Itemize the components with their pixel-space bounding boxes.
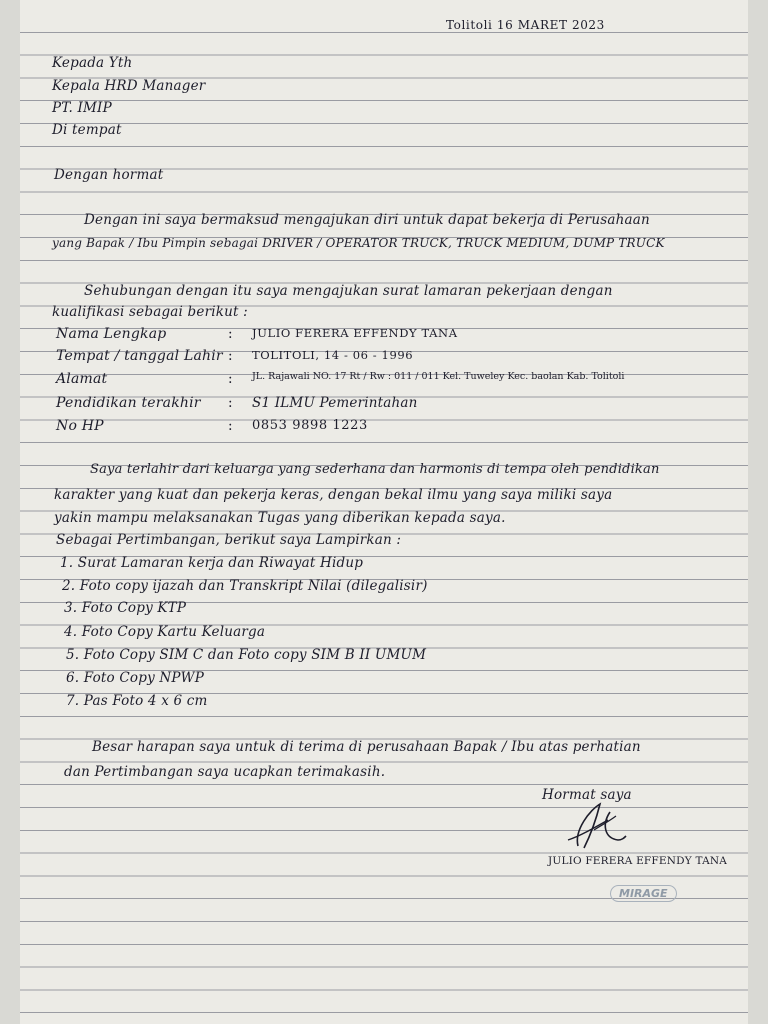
intro-line: Dengan ini saya bermaksud mengajukan diri untuk dapat bekerja di Perusahaan: [84, 212, 650, 228]
attachment-item: 6. Foto Copy NPWP: [66, 670, 205, 686]
recipient-line: PT. IMIP: [52, 100, 112, 116]
attachment-item: 1. Surat Lamaran kerja dan Riwayat Hidup: [60, 555, 364, 571]
salutation: Dengan hormat: [54, 167, 164, 183]
place-date: Tolitoli 16 MARET 2023: [446, 18, 605, 32]
field-colon: :: [228, 326, 233, 342]
field-label: Nama Lengkap: [56, 326, 167, 342]
field-colon: :: [228, 418, 233, 434]
field-colon: :: [228, 371, 233, 387]
signature-image: [560, 800, 640, 852]
attachment-item: 2. Foto copy ijazah dan Transkript Nilai (dilegalisir): [62, 578, 428, 594]
letter-sheet: [20, 0, 748, 1024]
body-line: Saya terlahir dari keluarga yang sederhana dan harmonis di tempa oleh pendidikan: [90, 462, 660, 477]
intro-line: yang Bapak / Ibu Pimpin sebagai DRIVER / OPERATOR TRUCK, TRUCK MEDIUM, DUMP TRUCK: [52, 236, 665, 250]
field-label: Alamat: [56, 371, 108, 387]
body-line: karakter yang kuat dan pekerja keras, dengan bekal ilmu yang saya miliki saya: [54, 487, 613, 503]
sign-off: Hormat saya: [542, 787, 632, 803]
attachment-item: 7. Pas Foto 4 x 6 cm: [66, 693, 208, 709]
field-value: JULIO FERERA EFFENDY TANA: [252, 326, 458, 340]
field-label: No HP: [56, 418, 104, 434]
closing-line: Besar harapan saya untuk di terima di perusahaan Bapak / Ibu atas perhatian: [92, 739, 641, 755]
recipient-line: Kepada Yth: [52, 55, 133, 71]
body-line: yakin mampu melaksanakan Tugas yang diberikan kepada saya.: [54, 510, 506, 526]
watermark-logo: MIRAGE: [610, 885, 677, 902]
attachment-item: 5. Foto Copy SIM C dan Foto copy SIM B II UMUM: [66, 647, 427, 663]
field-value: JL. Rajawali NO. 17 Rt / Rw : 011 / 011 Kel. Tuweley Kec. baolan Kab. Tolitoli: [252, 371, 625, 382]
paragraph-line: Sehubungan dengan itu saya mengajukan surat lamaran pekerjaan dengan: [84, 283, 613, 299]
attachment-item: 4. Foto Copy Kartu Keluarga: [64, 624, 266, 640]
field-value: 0853 9898 1223: [252, 418, 368, 433]
field-value: S1 ILMU Pemerintahan: [252, 395, 418, 411]
signer-name: JULIO FERERA EFFENDY TANA: [548, 855, 728, 867]
field-label: Pendidikan terakhir: [56, 395, 201, 411]
recipient-line: Kepala HRD Manager: [52, 78, 206, 94]
field-colon: :: [228, 395, 233, 411]
field-colon: :: [228, 348, 233, 364]
field-value: TOLITOLI, 14 - 06 - 1996: [252, 348, 414, 362]
recipient-line: Di tempat: [52, 122, 122, 138]
attachment-item: 3. Foto Copy KTP: [64, 600, 187, 616]
field-label: Tempat / tanggal Lahir: [56, 348, 223, 364]
paragraph-line: kualifikasi sebagai berikut :: [52, 304, 248, 320]
closing-line: dan Pertimbangan saya ucapkan terimakasih.: [64, 764, 386, 780]
attachments-intro: Sebagai Pertimbangan, berikut saya Lampirkan :: [56, 532, 402, 548]
